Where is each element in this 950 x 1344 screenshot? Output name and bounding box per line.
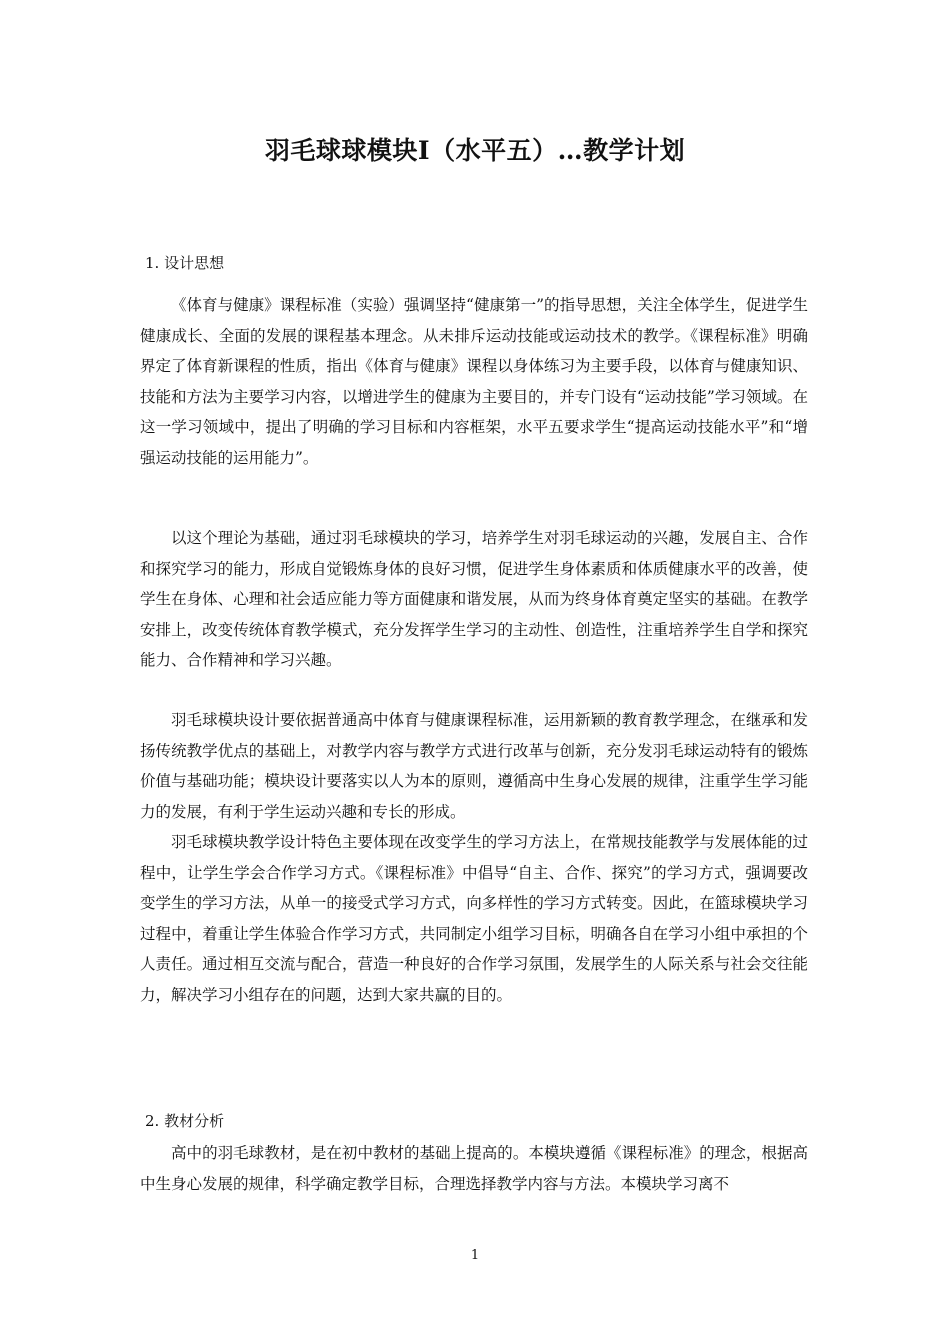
- page-number: 1: [470, 1248, 480, 1263]
- document-title: 羽毛球球模块Ⅰ（水平五）…教学计划: [264, 136, 686, 165]
- paragraph: 羽毛球模块设计要依据普通高中体育与健康课程标准，运用新颖的教育教学理念，在继承和发扬传统教学优点的基础上，对教学内容与教学方式进行改革与创新，充分发羽毛球运动特有的锻炼价值与基础功能；模块设计要落实以人为本的原则，遵循高中生身心发展的规律，注重学生学习能力的发展，有利于学生运动兴趣和专长的形成。: [140, 711, 808, 821]
- paragraph: 《体育与健康》课程标准（实验）强调坚持“健康第一”的指导思想，关注全体学生，促进学生健康成长、全面的发展的课程基本理念。从未排斥运动技能或运动技术的教学。《课程标准》明确界定了体育新课程的性质，指出《体育与健康》课程以身体练习为主要手段，以体育与健康知识、技能和方法为主要学习内容，以增进学生的健康为主要目的，并专门设有“运动技能”学习领域。在这一学习领域中，提出了明确的学习目标和内容框架，水平五要求学生“提高运动技能水平”和“增强运动技能的运用能力”。: [140, 296, 808, 467]
- section-heading-design-thinking: 1. 设计思想: [145, 254, 225, 272]
- section-heading-material-analysis: 2. 教材分析: [145, 1112, 225, 1130]
- paragraph: 高中的羽毛球教材，是在初中教材的基础上提高的。本模块遵循《课程标准》的理念，根据高中生身心发展的规律，科学确定教学目标，合理选择教学内容与方法。本模块学习离不: [140, 1144, 808, 1193]
- paragraph: 羽毛球模块教学设计特色主要体现在改变学生的学习方法上，在常规技能教学与发展体能的过程中，让学生学会合作学习方式。《课程标准》中倡导“自主、合作、探究”的学习方式，强调要改变学生的学习方法，从单一的接受式学习方式，向多样性的学习方式转变。因此，在篮球模块学习过程中，着重让学生体验合作学习方式，共同制定小组学习目标，明确各自在学习小组中承担的个人责任。通过相互交流与配合，营造一种良好的合作学习氛围，发展学生的人际关系与社会交往能力，解决学习小组存在的问题，达到大家共赢的目的。: [140, 833, 808, 1004]
- paragraph: 以这个理论为基础，通过羽毛球模块的学习，培养学生对羽毛球运动的兴趣，发展自主、合作和探究学习的能力，形成自觉锻炼身体的良好习惯，促进学生身体素质和体质健康水平的改善，使学生在身体、心理和社会适应能力等方面健康和谐发展，从而为终身体育奠定坚实的基础。在教学安排上，改变传统体育教学模式，充分发挥学生学习的主动性、创造性，注重培养学生自学和探究能力、合作精神和学习兴趣。: [140, 529, 808, 669]
